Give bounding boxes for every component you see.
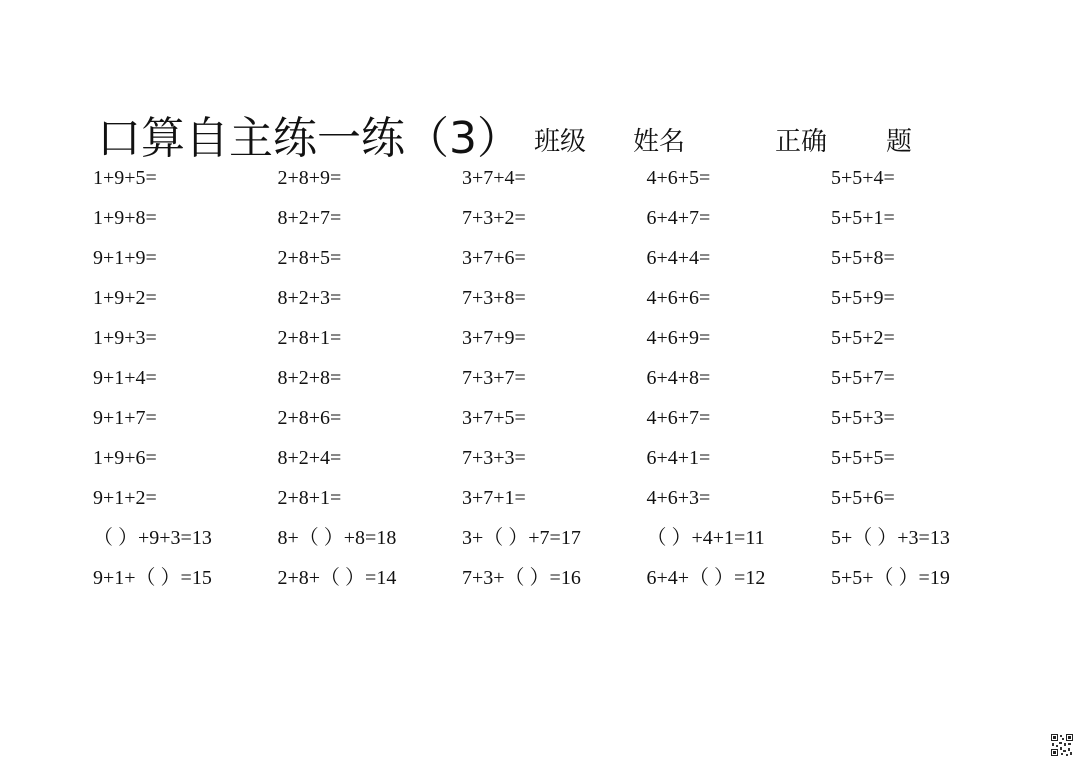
problem-row — [93, 478, 993, 518]
fill-blank-problem: （ ）+9+3=13 — [93, 527, 212, 549]
class-label: 班级 — [534, 127, 587, 157]
problem: 1+9+5= — [93, 167, 157, 189]
problem-row — [93, 438, 993, 478]
problem-row — [93, 358, 993, 398]
problem: 7+3+3= — [462, 447, 526, 469]
problem: 2+8+1= — [277, 487, 342, 509]
problem: 3+7+5= — [462, 407, 526, 429]
problem: 5+5+4= — [831, 167, 895, 189]
problem: 8+2+7= — [277, 207, 342, 229]
problem-row — [93, 278, 993, 318]
problem-row — [93, 238, 993, 278]
problem: 2+8+6= — [277, 407, 342, 429]
problem: 3+7+6= — [462, 247, 526, 269]
problem: 5+5+9= — [831, 287, 895, 309]
problem-row — [93, 198, 993, 238]
problem: 4+6+6= — [646, 287, 711, 309]
problem: 3+7+1= — [462, 487, 526, 509]
problem: 8+2+3= — [277, 287, 342, 309]
questions-label: 题 — [886, 127, 913, 157]
problem: 9+1+2= — [93, 487, 157, 509]
problem-row — [93, 518, 993, 558]
problem: 2+8+5= — [277, 247, 342, 269]
problem: 4+6+3= — [646, 487, 711, 509]
problem: 5+5+3= — [831, 407, 895, 429]
problem: 7+3+2= — [462, 207, 526, 229]
problem: 5+5+8= — [831, 247, 895, 269]
problem: 6+4+4= — [646, 247, 711, 269]
fill-blank-problem: 5+5+（ ）=19 — [831, 567, 950, 589]
problem: 1+9+8= — [93, 207, 157, 229]
problem: 9+1+7= — [93, 407, 157, 429]
problem: 4+6+5= — [646, 167, 711, 189]
problem-grid — [93, 158, 993, 598]
problem: 5+5+7= — [831, 367, 895, 389]
problem: 3+7+9= — [462, 327, 526, 349]
problem: 4+6+7= — [646, 407, 711, 429]
problem: 1+9+6= — [93, 447, 157, 469]
fill-blank-problem: 5+（ ）+3=13 — [831, 527, 950, 549]
problem: 2+8+1= — [277, 327, 342, 349]
problem-row — [93, 398, 993, 438]
problem: 4+6+9= — [646, 327, 711, 349]
problem: 6+4+7= — [646, 207, 711, 229]
fill-blank-problem: 8+（ ）+8=18 — [277, 527, 397, 549]
problem-row — [93, 318, 993, 358]
problem: 5+5+1= — [831, 207, 895, 229]
problem-row — [93, 558, 993, 598]
problem: 9+1+4= — [93, 367, 157, 389]
fill-blank-problem: 6+4+（ ）=12 — [646, 567, 766, 589]
problem-row — [93, 158, 993, 198]
fill-blank-problem: 2+8+（ ）=14 — [277, 567, 397, 589]
problem: 5+5+5= — [831, 447, 895, 469]
qr-code-icon — [1050, 733, 1074, 757]
problem: 1+9+2= — [93, 287, 157, 309]
problem: 8+2+8= — [277, 367, 342, 389]
problem: 6+4+8= — [646, 367, 711, 389]
fill-blank-problem: 9+1+（ ）=15 — [93, 567, 212, 589]
problem: 1+9+3= — [93, 327, 157, 349]
problem: 7+3+7= — [462, 367, 526, 389]
problem: 5+5+6= — [831, 487, 895, 509]
page-title: 口算自主练一练（3） — [97, 113, 521, 164]
problem: 5+5+2= — [831, 327, 895, 349]
problem: 8+2+4= — [277, 447, 342, 469]
name-label: 姓名 — [633, 127, 686, 157]
correct-label: 正确 — [775, 127, 828, 157]
problem: 2+8+9= — [277, 167, 342, 189]
problem: 9+1+9= — [93, 247, 157, 269]
problem: 7+3+8= — [462, 287, 526, 309]
problem: 3+7+4= — [462, 167, 526, 189]
fill-blank-problem: 7+3+（ ）=16 — [462, 567, 581, 589]
problem: 6+4+1= — [646, 447, 711, 469]
fill-blank-problem: 3+（ ）+7=17 — [462, 527, 581, 549]
fill-blank-problem: （ ）+4+1=11 — [646, 527, 765, 549]
